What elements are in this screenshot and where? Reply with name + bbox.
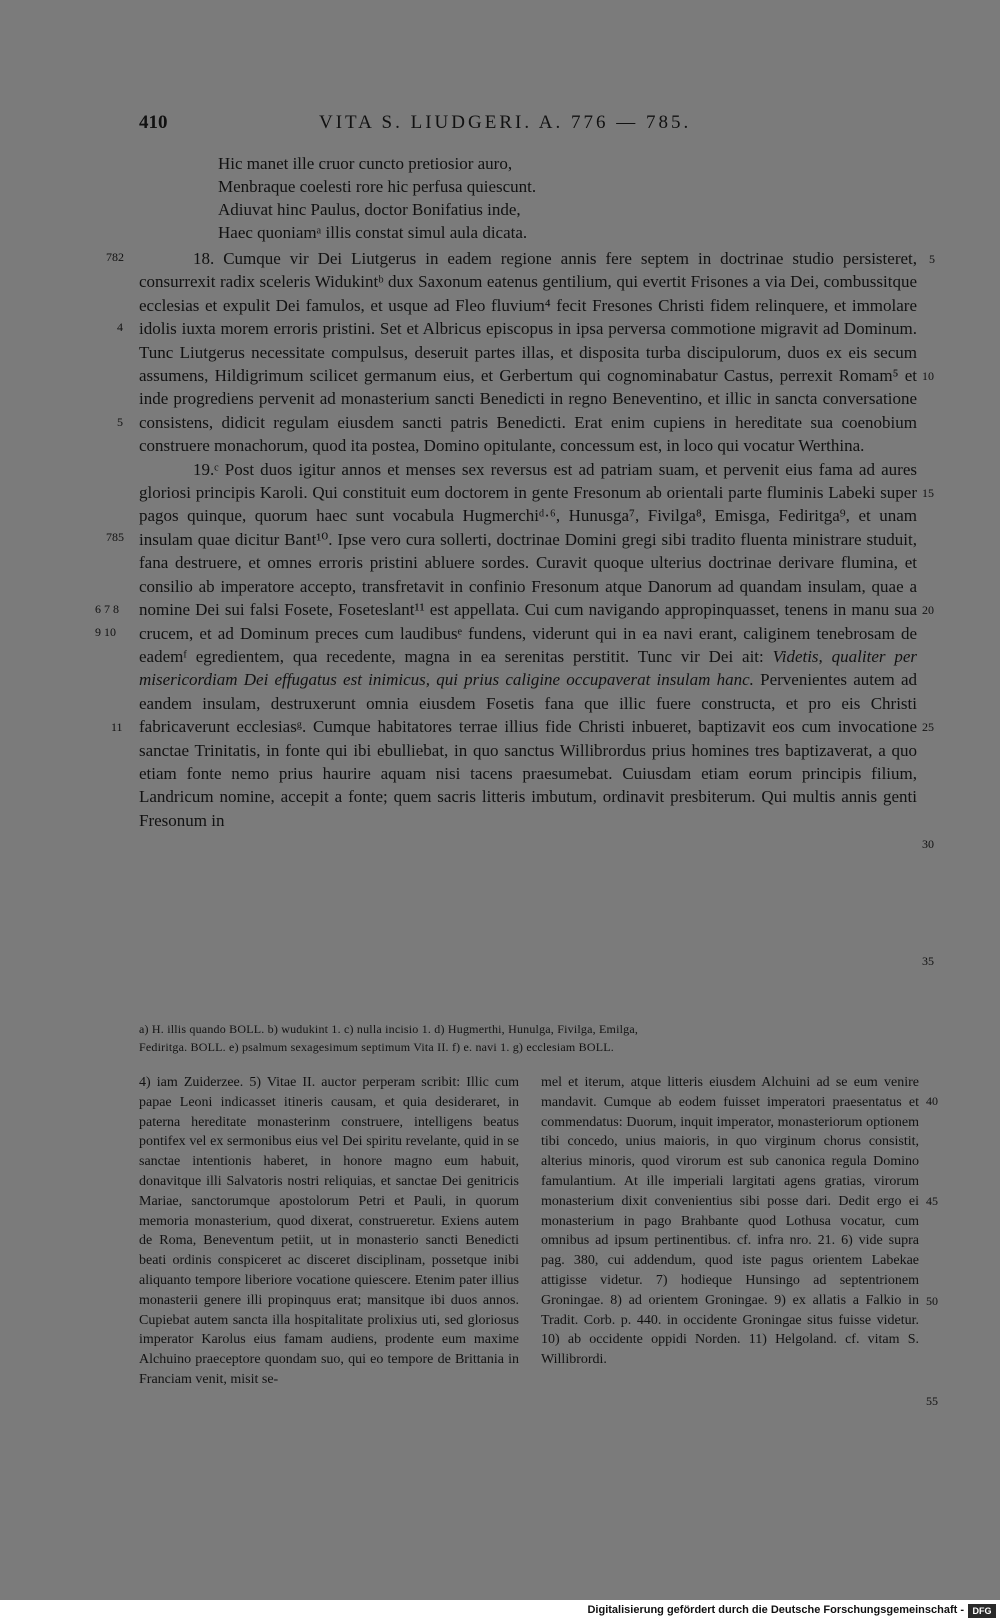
notes-right-column: [541, 1073, 919, 1370]
paragraph-19: [139, 458, 917, 833]
verse-line: Menbraque coelesti rore hic perfusa quiescunt.: [218, 177, 537, 196]
paragraph-19-part-a: 19.ᶜ Post duos igitur annos et menses sex reversus est ad patriam suam, et pervenit eius fama ad aures gloriosi principis Karoli. Qui constituit eum doctorem in gente Fresonum ab orientali parte fluminis Labeki super pagos quinque, quorum haec sunt vocabula Hugmerchiᵈ·⁶, Hunusga⁷, Fivilga⁸, Emisga, Fediritga⁹, et unam insulam quae dicitur Bant¹⁰. Ipse vero cura sollerti, doctrinae Domini gregi sibi tradito fluenta ministrare studuit, fana destruere, et omnes erroris pristini abluere sordes. Curavit quoque ulterius doctrinae derivare flumina, et consilio ab imperatore accepto, transfretavit in confinio Fresonum atque Danorum ad quandam insulam, quae a nomine Dei sui falsi Fosete, Foseteslant¹¹ est appellata. Cui cum navigando appropinquasset, tenens in manu sua crucem, et ad Dominum preces cum laudibusᵉ fundens, viderunt qui in ea navi erant, caliginem tenebrosam de eademᶠ egredientem, qua recedente, magna in ea serenitas perstitit. Tunc vir Dei ait:: [139, 459, 917, 666]
paragraph-19-part-b: Pervenientes autem ad eandem insulam, destruxerunt omnia eiusdem Fosetis fana que illic fuere constructa, et pro eis Christi fabricaverunt ecclesiasᵍ. Cumque habitatores terrae illius fide Christi inbueret, baptizavit eos cum invocatione sanctae Trinitatis, in fonte qui ibi ebulliebat, in quo sanctus Willibrordus prius homines tres baptizaverat, a quo etiam fonte nemo prius haurire aquam nisi tacens praesumebat. Cuiusdam etiam eorum principis filium, Landricum nomine, accepit a fonte; quem sacris litteris imbutum, ordinavit presbiterum. Qui multis annis genti Fresonum in: [139, 670, 917, 830]
main-text: [139, 247, 917, 832]
verse-line: Haec quoniamᵃ illis constat simul aula dicata.: [218, 223, 528, 242]
page-header: [139, 112, 929, 142]
running-title: VITA S. LIUDGERI. A. 776 — 785.: [319, 112, 692, 133]
verse-block: [218, 152, 536, 244]
notes-left-column: [139, 1073, 519, 1390]
line-number: 35: [922, 954, 934, 968]
line-number: 50: [926, 1294, 938, 1308]
verse-line: Hic manet ille cruor cuncto pretiosior auro,: [218, 154, 513, 173]
footer-bar: [0, 1600, 1000, 1622]
apparatus-line: Fediritga. BOLL. e) psalmum sexagesimum septimum Vita II. f) e. navi 1. g) ecclesiam BOLL.: [139, 1040, 614, 1054]
line-number: 10: [922, 369, 934, 383]
paragraph-19-quote: Videtis, qualiter per misericordiam Dei effugatus est inimicus, qui prius caligine occupaverat insulam hanc.: [139, 646, 917, 690]
apparatus-line: a) H. illis quando BOLL. b) wudukint 1. c) nulla incisio 1. d) Hugmerthi, Hunulga, Fivilga, Emilga,: [139, 1022, 639, 1036]
line-number: 15: [922, 486, 934, 500]
dfg-logo-icon: DFG: [968, 1604, 996, 1618]
paragraph-18: 18. Cumque vir Dei Liutgerus in eadem regione annis fere septem in doctrinae studio persisteret, consurrexit radix sceleris Widukintᵇ dux Saxonum eatenus gentilium, qui evertit Frisones a via Dei, combussitque ecclesias et expulit Dei famulos, et usque ad Fleo fluvium⁴ fecit Fresones Christi fidem relinquere, et immolare idolis iuxta morem erroris pristini. Set et Albricus episcopus in ipsa perversa commotione migravit ad Dominum. Tunc Liutgerus necessitate compulsus, deseruit partes illas, et disposita turba discipulorum, duos ex eis secum assumens, Hildigrimum scilicet germanum eius, et Gerbertum qui cognominabatur Castus, perrexit Romam⁵ et inde progrediens pervenit ad monasterium sancti Benedicti in regno Beneventino, et illic in sancta conversatione consistens, didicit regulam eiusdem sancti patris Benedicti. Erat enim cupiens in hereditate sua coenobium construere monachorum, quod ita postea, Domino opitulante, concessum est, in loco qui vocatur Werthina.: [139, 249, 917, 456]
notes-left-text: 4) iam Zuiderzee. 5) Vitae II. auctor perperam scribit: Illic cum papae Leoni indicasset itineris causam, et quia desideraret, in paterna hereditate monasterinm construere, intelligens beatus pontifex vel ex sermonibus eius vel Dei spiritu revelante, quid in se sanctae intentionis haberet, in honore magno eum habuit, donavitque illi Salvatoris nostri reliquias, et sanctae Dei genitricis Mariae, sanctorumque apostolorum Petri et Pauli, in quorum memoria monasterium, quod dixerat, construeretur. Exiens autem de Roma, Beneventum petiit, ut in monasterio sancti Benedicti beati ordinis conspiceret ac disceret disciplinam, possetque inibi aliquanto tempore liberiore vocatione quiescere. Etenim pater illius monasterii genere illi propinquus erat; mansitque ibi duos annos. Cupiebat autem sancta illa hospitalitate prolixius uti, sed gloriosus imperator Karolus eius famam audiens, prodente eum maxime Alchuino praeceptore quondam suo, qui eo tempore de Brittania in Franciam venit, misit se-: [139, 1075, 519, 1387]
margin-note-ref: 5: [117, 415, 123, 429]
margin-year: 785: [106, 530, 124, 544]
line-number: 40: [926, 1094, 938, 1108]
margin-note-ref: 4: [117, 320, 123, 334]
funding-credit: Digitalisierung gefördert durch die Deutsche Forschungsgemeinschaft -: [587, 1604, 964, 1616]
verse-line: Adiuvat hinc Paulus, doctor Bonifatius inde,: [218, 200, 521, 219]
notes-right-text: mel et iterum, atque litteris eiusdem Alchuini ad se eum venire mandavit. Cumque ab eodem fuisset imperatori praesentatus et commendatus: Duorum, inquit imperator, monasteriorum optionem tibi concedo, unius maioris, in quo virginum chorus consistit, alterius minoris, quod virorum est sub canonica regula Domino famulantium. At ille imperiali largitati agens gratias, virorum monasterium dixit convenientius sibi posse dari. Dedit ergo ei monasterium in pago Brahbante quod Lothusa vocatur, cum omnibus ad ipsum pertinentibus. cf. infra nro. 21. 6) vide supra pag. 380, cui addendum, quod iste pagus orientem Labekae attigisse videtur. 7) hodieque Hunsingo ad septentrionem Groningae. 8) ad orientem Groningae. 9) ex allatis a Falkio in Tradit. Corb. p. 440. in occidente Groningae situs fuisse videtur. 10) ab occidente oppidi Norden. 11) Helgoland. cf. vitam S. Willibrordi.: [541, 1075, 919, 1368]
line-number: 30: [922, 837, 934, 851]
margin-note-ref: 11: [111, 720, 123, 734]
line-number: 45: [926, 1194, 938, 1208]
margin-year: 782: [106, 250, 124, 264]
margin-note-ref: 6 7 8: [95, 602, 119, 616]
line-number: 5: [929, 252, 935, 266]
margin-note-ref: 9 10: [95, 625, 116, 639]
line-number: 25: [922, 720, 934, 734]
page-number: 410: [139, 112, 168, 133]
line-number: 20: [922, 603, 934, 617]
line-number: 55: [926, 1394, 938, 1408]
textual-apparatus: [139, 1020, 917, 1056]
